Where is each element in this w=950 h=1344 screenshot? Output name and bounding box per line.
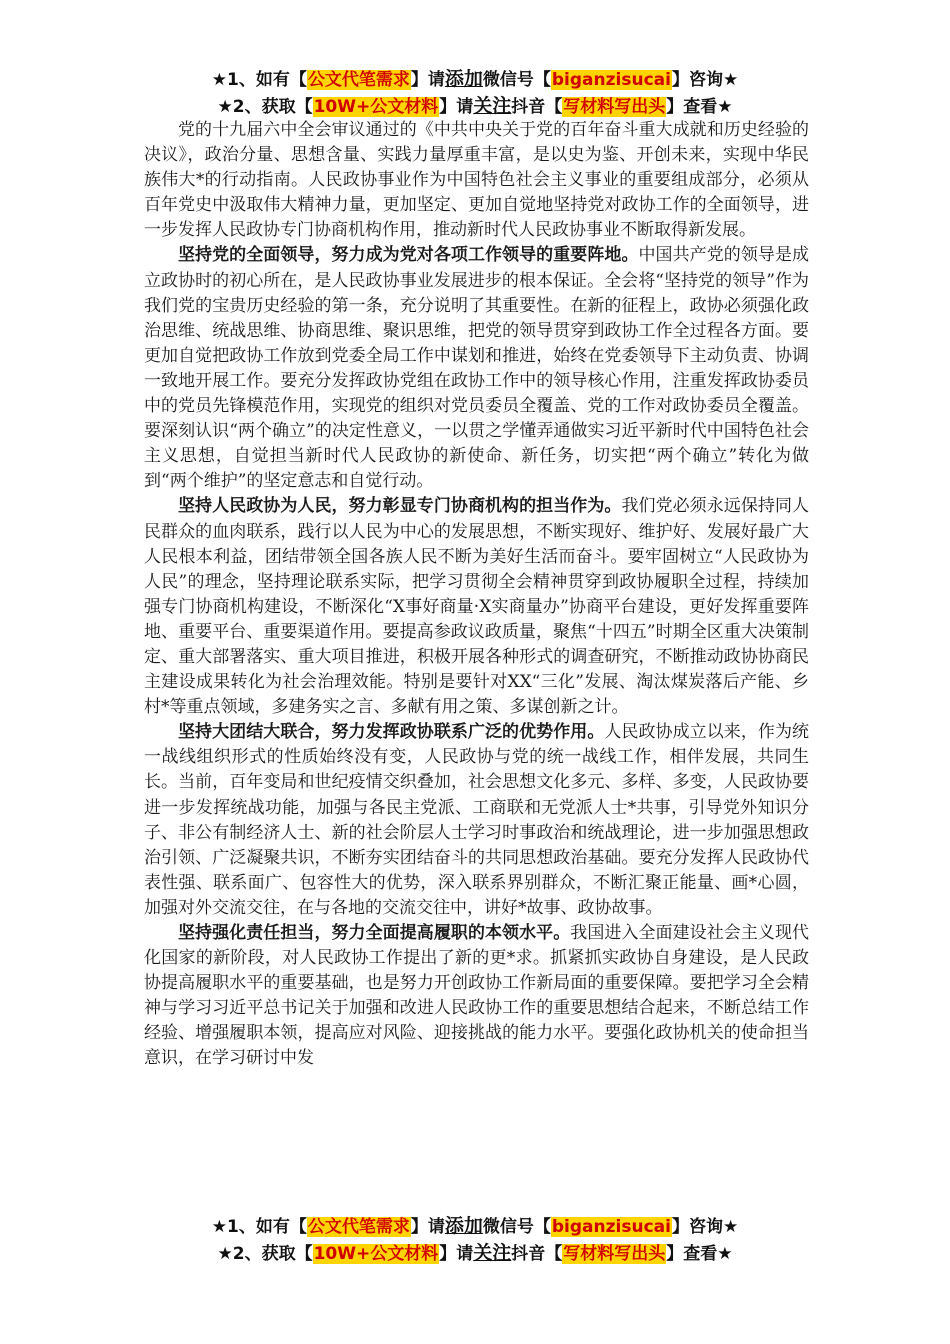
highlight-materials: 10W+公文材料 bbox=[313, 1244, 439, 1264]
paragraph-4: 坚持强化责任担当，努力全面提高履职的本领水平。我国进入全面建设社会主义现代化国家的新阶段，对人民政协工作提出了新的更*求。抓紧抓实政协自身建设，是人民政协提高履职水平的重要基础，也是努力开创政协工作新局面的重要保障。要把学习全会精神与学习习近平总书记关于加强和改进人民政协工作的重要思想结合起来，不断总结工作经验、增强履职本领，提高应对风险、迎接挑战的能力水平。要强化政协机关的使命担当意识，在学习研讨中发 bbox=[144, 923, 810, 1069]
highlight-materials: 10W+公文材料 bbox=[313, 97, 439, 117]
banner-line-1: ★1、如有【公文代笔需求】请添加微信号【biganzisucai】咨询★ bbox=[211, 1215, 739, 1237]
paragraph-heading: 坚持强化责任担当，努力全面提高履职的本领水平。 bbox=[178, 923, 571, 943]
highlight-douyin: 写材料写出头 bbox=[563, 1244, 666, 1264]
highlight-service: 公文代笔需求 bbox=[307, 1217, 410, 1237]
banner-line-1: ★1、如有【公文代笔需求】请添加微信号【biganzisucai】咨询★ bbox=[211, 68, 739, 90]
paragraph-heading: 坚持人民政协为人民，努力彰显专门协商机构的担当作为。 bbox=[178, 496, 622, 517]
article-body bbox=[144, 118, 809, 1072]
banner-line-2: ★2、获取【10W+公文材料】请关注抖音【写材料写出头】查看★ bbox=[217, 95, 733, 117]
highlight-douyin: 写材料写出头 bbox=[563, 97, 666, 117]
paragraph-3: 坚持大团结大联合，努力发挥政协联系广泛的优势作用。人民政协成立以来，作为统一战线组织形式的性质始终没有变，人民政协与党的统一战线工作，相伴发展，共同生长。当前，百年变局和世纪疫情交织叠加，社会思想文化多元、多样、多变，人民政协要进一步发挥统战功能，加强与各民主党派、工商联和无党派人士*共事，引导党外知识分子、非公有制经济人士、新的社会阶层人士学习时事政治和统战理论，进一步加强思想政治引领、广泛凝聚共识，不断夯实团结奋斗的共同思想政治基础。要充分发挥人民政协代表性强、联系面广、包容性大的优势，深入联系界别群众，不断汇聚正能量、画*心圆，加强对外交流交往，在与各地的交流交往中，讲好*故事、政协故事。 bbox=[144, 722, 810, 918]
highlight-wechat-id: biganzisucai bbox=[551, 1217, 671, 1237]
paragraph-1: 坚持党的全面领导，努力成为党对各项工作领导的重要阵地。中国共产党的领导是成立政协时的初心所在，是人民政协事业发展进步的根本保证。全会将“坚持党的领导”作为我们党的宝贵历史经验的第一条，充分说明了其重要性。在新的征程上，政协必须强化政治思维、统战思维、协商思维、聚识思维，把党的领导贯穿到政协工作全过程各方面。要更加自觉把政协工作放到党委全局工作中谋划和推进，始终在党委领导下主动负责、协调一致地开展工作。要充分发挥政协党组在政协工作中的领导核心作用，注重发挥政协委员中的党员先锋模范作用，实现党的组织对党员委员全覆盖、党的工作对政协委员全覆盖。要深刻认识“两个确立”的决定性意义，一以贯之学懂弄通做实习近平新时代中国特色社会主义思想，自觉担当新时代人民政协的新使命、新任务，切实把“两个确立”转化为做到“两个维护”的坚定意志和自觉行动。 bbox=[144, 245, 809, 492]
highlight-service: 公文代笔需求 bbox=[307, 70, 410, 90]
highlight-wechat-id: biganzisucai bbox=[551, 70, 671, 90]
paragraph-2: 坚持人民政协为人民，努力彰显专门协商机构的担当作为。我们党必须永远保持同人民群众的血肉联系，践行以人民为中心的发展思想，不断实现好、维护好、发展好最广大人民根本利益，团结带领全国各族人民不断为美好生活而奋斗。要牢固树立“人民政协为人民”的理念，坚持理论联系实际，把学习贯彻全会精神贯穿到政协履职全过程，持续加强专门协商机构建设，不断深化“X事好商量·X实商量办”协商平台建设，更好发挥重要阵地、重要平台、重要渠道作用。要提高参政议政质量，聚焦“十四五”时期全区重大决策制定、重大部署落实、重大项目推进，积极开展各种形式的调查研究，不断推动政协协商民主建设成果转化为社会治理效能。特别是要针对XX“三化”发展、淘汰煤炭落后产能、乡村*等重点领域，多建务实之言、多献有用之策、多谋创新之计。 bbox=[144, 496, 810, 718]
footer-banner bbox=[0, 1213, 950, 1267]
paragraph-heading: 坚持大团结大联合，努力发挥政协联系广泛的优势作用。 bbox=[178, 722, 605, 743]
paragraph-heading: 坚持党的全面领导，努力成为党对各项工作领导的重要阵地。 bbox=[178, 245, 639, 266]
header-banner bbox=[0, 66, 950, 120]
banner-line-2: ★2、获取【10W+公文材料】请关注抖音【写材料写出头】查看★ bbox=[217, 1242, 733, 1264]
paragraph-intro: 党的十九届六中全会审议通过的《中共中央关于党的百年奋斗重大成就和历史经验的决议》，政治分量、思想含量、实践力量厚重丰富，是以史为鉴、开创未来，实现中华民族伟大*的行动指南。人民政协事业作为中国特色社会主义事业的重要组成部分，必须从百年党史中汲取伟大精神力量，更加坚定、更加自觉地坚持党对政协工作的全面领导，进一步发挥人民政协专门协商机构作用，推动新时代人民政协事业不断取得新发展。 bbox=[144, 120, 809, 241]
